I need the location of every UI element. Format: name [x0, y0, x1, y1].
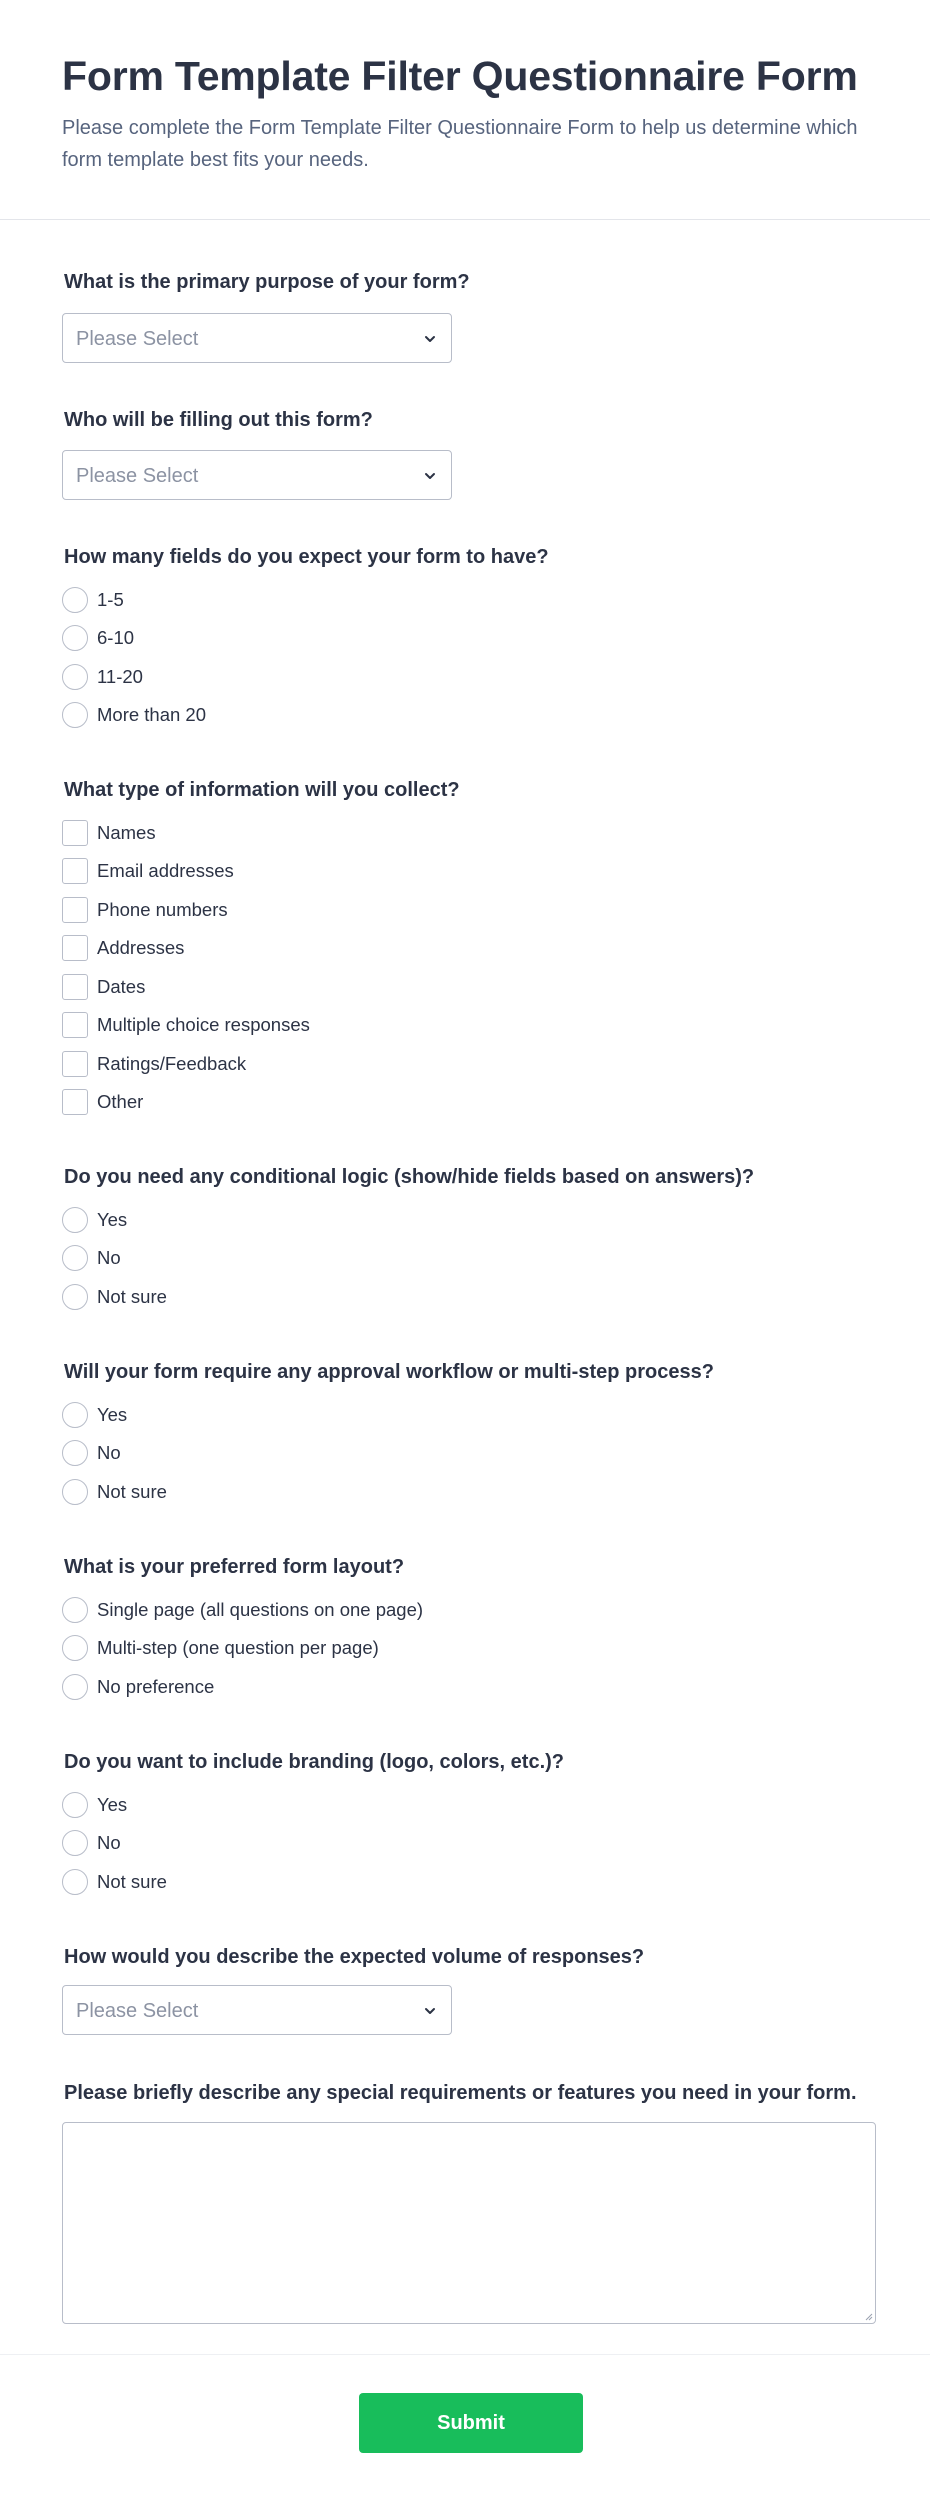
radio-option[interactable] — [62, 1402, 127, 1428]
radio-option[interactable] — [62, 702, 206, 728]
radio-option[interactable] — [62, 1792, 127, 1818]
checkbox-option[interactable] — [62, 897, 228, 923]
option-label: Yes — [97, 1404, 128, 1425]
checkbox[interactable] — [62, 1089, 88, 1115]
checkbox[interactable] — [62, 1051, 88, 1077]
radio-option[interactable] — [62, 625, 134, 651]
radio-button[interactable] — [62, 1869, 88, 1895]
radio-button[interactable] — [62, 1245, 88, 1271]
checkbox[interactable] — [62, 935, 88, 961]
radio-option[interactable] — [62, 587, 124, 613]
radio-button[interactable] — [62, 1402, 88, 1428]
question-label-fields-count: How many fields do you expect your form to have? — [64, 546, 549, 568]
option-label: Addresses — [97, 937, 185, 958]
option-label: No — [97, 1832, 121, 1853]
option-label: Not sure — [97, 1871, 167, 1892]
radio-option[interactable] — [62, 1440, 121, 1466]
question-label-layout: What is your preferred form layout? — [64, 1556, 405, 1578]
question-label-purpose: What is the primary purpose of your form? — [64, 271, 470, 293]
checkbox-option[interactable] — [62, 1012, 310, 1038]
radio-button[interactable] — [62, 1284, 88, 1310]
radio-option[interactable] — [62, 1479, 167, 1505]
form-subtitle: Please complete the Form Template Filter Questionnaire Form to help us determine which form template best fits your needs. — [62, 117, 858, 171]
checkbox[interactable] — [62, 858, 88, 884]
select-placeholder: Please Select — [76, 328, 199, 350]
radio-button[interactable] — [62, 1830, 88, 1856]
option-label: 1-5 — [97, 589, 124, 610]
resize-grip-icon[interactable] — [863, 2311, 873, 2321]
option-label: No preference — [97, 1676, 215, 1697]
option-label: Yes — [97, 1794, 128, 1815]
volume-select[interactable] — [62, 1985, 452, 2035]
option-label: Email addresses — [97, 860, 234, 881]
radio-option[interactable] — [62, 664, 143, 690]
select-placeholder: Please Select — [76, 465, 199, 487]
question-label-audience: Who will be filling out this form? — [64, 409, 373, 431]
radio-button[interactable] — [62, 702, 88, 728]
radio-option[interactable] — [62, 1245, 121, 1271]
radio-option[interactable] — [62, 1674, 214, 1700]
checkbox[interactable] — [62, 974, 88, 1000]
form-title: Form Template Filter Questionnaire Form — [62, 53, 858, 99]
radio-button[interactable] — [62, 1792, 88, 1818]
radio-option[interactable] — [62, 1869, 167, 1895]
checkbox[interactable] — [62, 897, 88, 923]
radio-button[interactable] — [62, 587, 88, 613]
radio-button[interactable] — [62, 664, 88, 690]
checkbox[interactable] — [62, 820, 88, 846]
select-placeholder: Please Select — [76, 2000, 199, 2022]
question-label-info-types: What type of information will you collect? — [64, 779, 460, 801]
radio-option[interactable] — [62, 1284, 167, 1310]
option-label: Not sure — [97, 1481, 167, 1502]
checkbox-option[interactable] — [62, 935, 184, 961]
radio-button[interactable] — [62, 1674, 88, 1700]
option-label: Ratings/Feedback — [97, 1053, 247, 1074]
checkbox-option[interactable] — [62, 974, 145, 1000]
submit-button[interactable]: Submit — [359, 2393, 583, 2453]
checkbox[interactable] — [62, 1012, 88, 1038]
option-label: No — [97, 1442, 121, 1463]
radio-option[interactable] — [62, 1207, 127, 1233]
chevron-down-icon — [423, 2004, 437, 2018]
option-label: 6-10 — [97, 627, 135, 648]
question-label-volume: How would you describe the expected volume of responses? — [64, 1946, 645, 1968]
option-label: Other — [97, 1091, 144, 1112]
radio-option[interactable] — [62, 1597, 423, 1623]
question-label-conditional-logic: Do you need any conditional logic (show/hide fields based on answers)? — [64, 1166, 755, 1188]
radio-button[interactable] — [62, 1207, 88, 1233]
option-label: Single page (all questions on one page) — [97, 1599, 424, 1620]
question-label-branding: Do you want to include branding (logo, colors, etc.)? — [64, 1751, 564, 1773]
option-label: More than 20 — [97, 704, 207, 725]
radio-button[interactable] — [62, 1479, 88, 1505]
radio-button[interactable] — [62, 1635, 88, 1661]
requirements-textarea[interactable] — [62, 2122, 876, 2324]
chevron-down-icon — [423, 332, 437, 346]
radio-button[interactable] — [62, 1440, 88, 1466]
checkbox-option[interactable] — [62, 858, 234, 884]
option-label: Not sure — [97, 1286, 167, 1307]
checkbox-option[interactable] — [62, 1051, 246, 1077]
radio-button[interactable] — [62, 1597, 88, 1623]
option-label: Yes — [97, 1209, 128, 1230]
option-label: Multi-step (one question per page) — [97, 1637, 379, 1658]
radio-button[interactable] — [62, 625, 88, 651]
option-label: 11-20 — [97, 666, 143, 687]
question-label-approval-workflow: Will your form require any approval workflow or multi-step process? — [64, 1361, 714, 1383]
option-label: Names — [97, 822, 156, 843]
radio-option[interactable] — [62, 1830, 121, 1856]
form-header — [0, 0, 930, 220]
audience-select[interactable] — [62, 450, 452, 500]
checkbox-option[interactable] — [62, 1089, 143, 1115]
option-label: Phone numbers — [97, 899, 228, 920]
checkbox-option[interactable] — [62, 820, 156, 846]
question-label-requirements: Please briefly describe any special requirements or features you need in your form. — [64, 2082, 857, 2104]
option-label: No — [97, 1247, 121, 1268]
option-label: Multiple choice responses — [97, 1014, 310, 1035]
form-footer — [0, 2354, 930, 2500]
purpose-select[interactable] — [62, 313, 452, 363]
option-label: Dates — [97, 976, 146, 997]
chevron-down-icon — [423, 469, 437, 483]
radio-option[interactable] — [62, 1635, 379, 1661]
